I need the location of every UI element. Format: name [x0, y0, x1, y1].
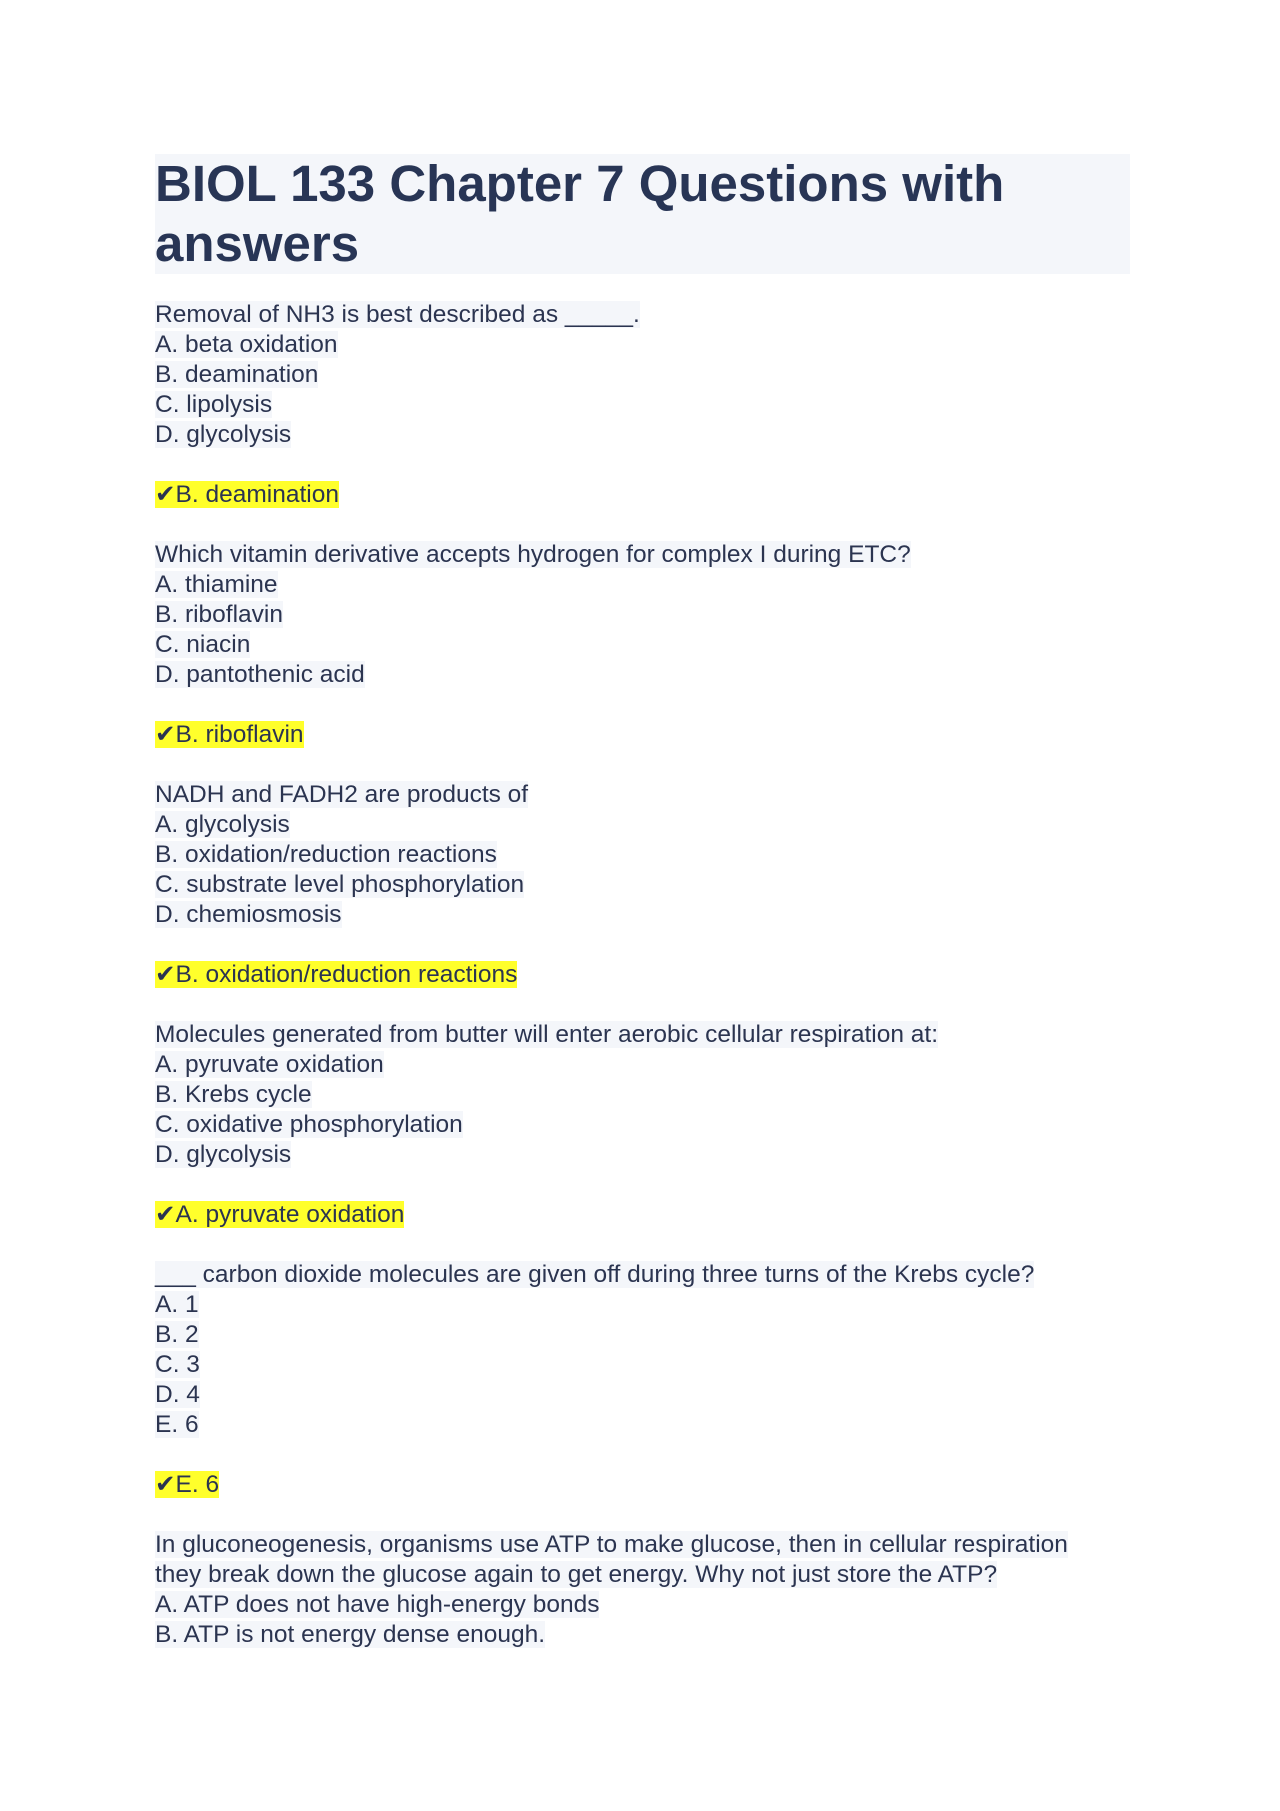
question-text: Which vitamin derivative accepts hydrogen for complex I during ETC? — [155, 541, 911, 568]
option-d: D. chemiosmosis — [155, 901, 342, 928]
answer-highlight: ✔B. oxidation/reduction reactions — [155, 961, 518, 988]
option-a: A. glycolysis — [155, 811, 290, 838]
option-d: D. glycolysis — [155, 1141, 292, 1168]
answer-highlight: ✔A. pyruvate oxidation — [155, 1201, 405, 1228]
option-b: B. riboflavin — [155, 601, 284, 628]
option-c: C. 3 — [155, 1351, 200, 1378]
question-block — [155, 1260, 1130, 1500]
question-text: Molecules generated from butter will enter aerobic cellular respiration at: — [155, 1021, 939, 1048]
option-b: B. oxidation/reduction reactions — [155, 841, 497, 868]
option-d: D. pantothenic acid — [155, 661, 365, 688]
option-b: B. Krebs cycle — [155, 1081, 312, 1108]
option-b: B. 2 — [155, 1321, 199, 1348]
question-block — [155, 1530, 1130, 1650]
question-text-line-1: In gluconeogenesis, organisms use ATP to make glucose, then in cellular respiration — [155, 1531, 1068, 1558]
question-block — [155, 540, 1130, 750]
answer-highlight: ✔B. deamination — [155, 481, 339, 508]
question-text-line-2: they break down the glucose again to get energy. Why not just store the ATP? — [155, 1561, 998, 1588]
option-d: D. glycolysis — [155, 421, 292, 448]
question-block — [155, 300, 1130, 510]
option-a: A. 1 — [155, 1291, 199, 1318]
option-b: B. ATP is not energy dense enough. — [155, 1621, 546, 1648]
question-text: Removal of NH3 is best described as _____. — [155, 301, 640, 328]
question-text: ___ carbon dioxide molecules are given off during three turns of the Krebs cycle? — [155, 1261, 1035, 1288]
option-c: C. oxidative phosphorylation — [155, 1111, 463, 1138]
page-title: BIOL 133 Chapter 7 Questions with answers — [155, 155, 1005, 272]
option-a: A. thiamine — [155, 571, 278, 598]
option-c: C. niacin — [155, 631, 251, 658]
option-e: E. 6 — [155, 1411, 199, 1438]
document-page — [155, 154, 1130, 1650]
option-a: A. pyruvate oxidation — [155, 1051, 384, 1078]
option-a: A. beta oxidation — [155, 331, 338, 358]
question-block — [155, 780, 1130, 990]
answer-highlight: ✔B. riboflavin — [155, 721, 304, 748]
answer-highlight: ✔E. 6 — [155, 1471, 220, 1498]
option-c: C. substrate level phosphorylation — [155, 871, 525, 898]
option-c: C. lipolysis — [155, 391, 273, 418]
question-text: NADH and FADH2 are products of — [155, 781, 529, 808]
option-b: B. deamination — [155, 361, 319, 388]
option-a: A. ATP does not have high-energy bonds — [155, 1591, 600, 1618]
question-block — [155, 1020, 1130, 1230]
option-d: D. 4 — [155, 1381, 200, 1408]
title-block — [155, 154, 1130, 274]
